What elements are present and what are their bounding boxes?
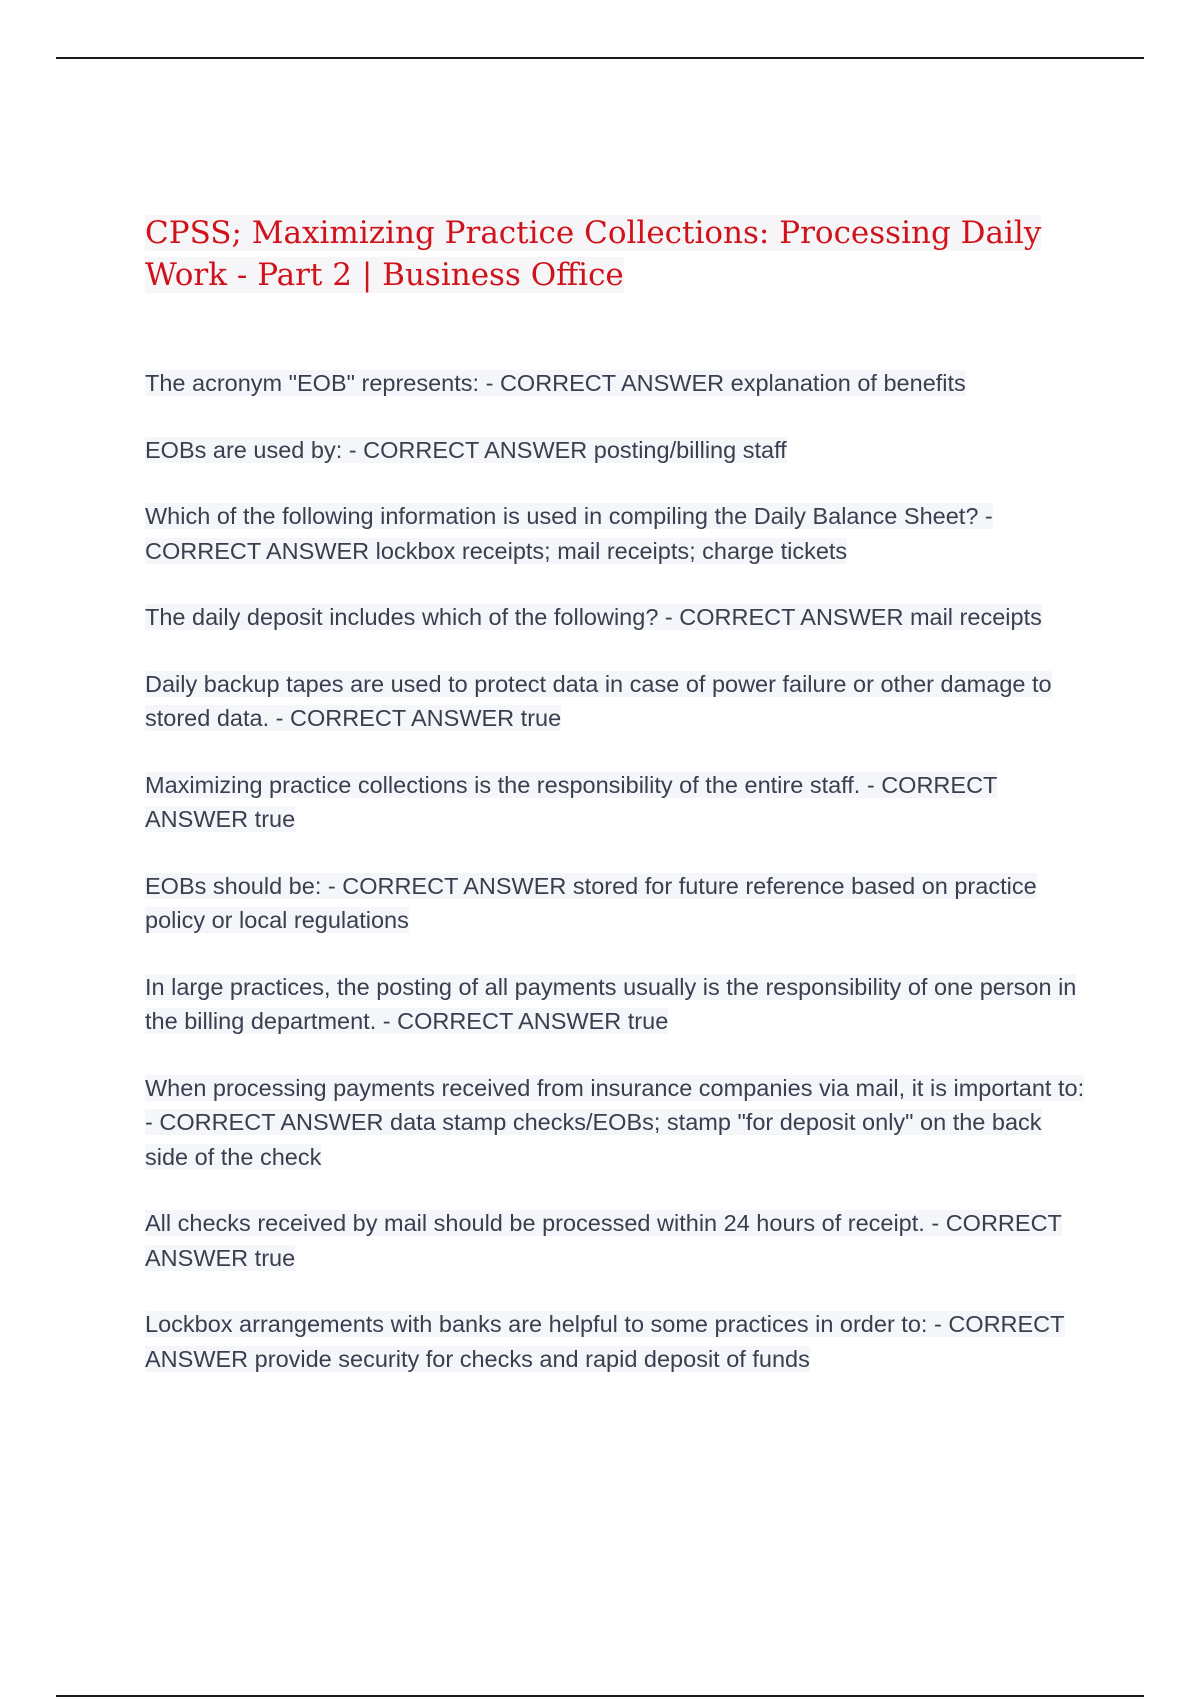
footer-rule	[56, 1695, 1144, 1697]
qa-item-text: Maximizing practice collections is the responsibility of the entire staff. - CORRECT ANSWER true	[145, 771, 998, 832]
qa-item-text: The daily deposit includes which of the following? - CORRECT ANSWER mail receipts	[145, 604, 1042, 630]
document-title	[145, 212, 1065, 296]
qa-item-text: When processing payments received from insurance companies via mail, it is important to: - CORRECT ANSWER data stamp checks/EOBs; stamp "for deposit only" on the back side of the check	[145, 1074, 1085, 1170]
document-title-text: CPSS; Maximizing Practice Collections: Processing Daily Work - Part 2 | Business Office	[145, 215, 1042, 293]
qa-item	[145, 1206, 1090, 1275]
qa-item	[145, 1071, 1090, 1175]
qa-item-text: Daily backup tapes are used to protect data in case of power failure or other damage to stored data. - CORRECT ANSWER true	[145, 670, 1052, 731]
qa-list	[145, 366, 1090, 1408]
qa-item	[145, 433, 1090, 468]
qa-item	[145, 499, 1090, 568]
qa-item	[145, 1307, 1090, 1376]
header-rule	[56, 57, 1144, 59]
qa-item-text: EOBs are used by: - CORRECT ANSWER posting/billing staff	[145, 436, 787, 463]
qa-item	[145, 600, 1090, 635]
qa-item-text: EOBs should be: - CORRECT ANSWER stored for future reference based on practice policy or local regulations	[145, 872, 1037, 933]
qa-item	[145, 366, 1090, 401]
qa-item-text: All checks received by mail should be processed within 24 hours of receipt. - CORRECT ANSWER true	[145, 1210, 1062, 1271]
qa-item-text: The acronym "EOB" represents: - CORRECT ANSWER explanation of benefits	[145, 370, 966, 396]
qa-item-text: Which of the following information is used in compiling the Daily Balance Sheet? - CORRECT ANSWER lockbox receipts; mail receipts; charge tickets	[145, 503, 993, 564]
qa-item-text: Lockbox arrangements with banks are helpful to some practices in order to: - CORRECT ANSWER provide security for checks and rapid deposit of funds	[145, 1311, 1065, 1372]
qa-item	[145, 768, 1090, 837]
qa-item	[145, 667, 1090, 736]
qa-item-text: In large practices, the posting of all payments usually is the responsibility of one person in the billing department. - CORRECT ANSWER true	[145, 973, 1077, 1034]
qa-item	[145, 869, 1090, 938]
qa-item	[145, 970, 1090, 1039]
